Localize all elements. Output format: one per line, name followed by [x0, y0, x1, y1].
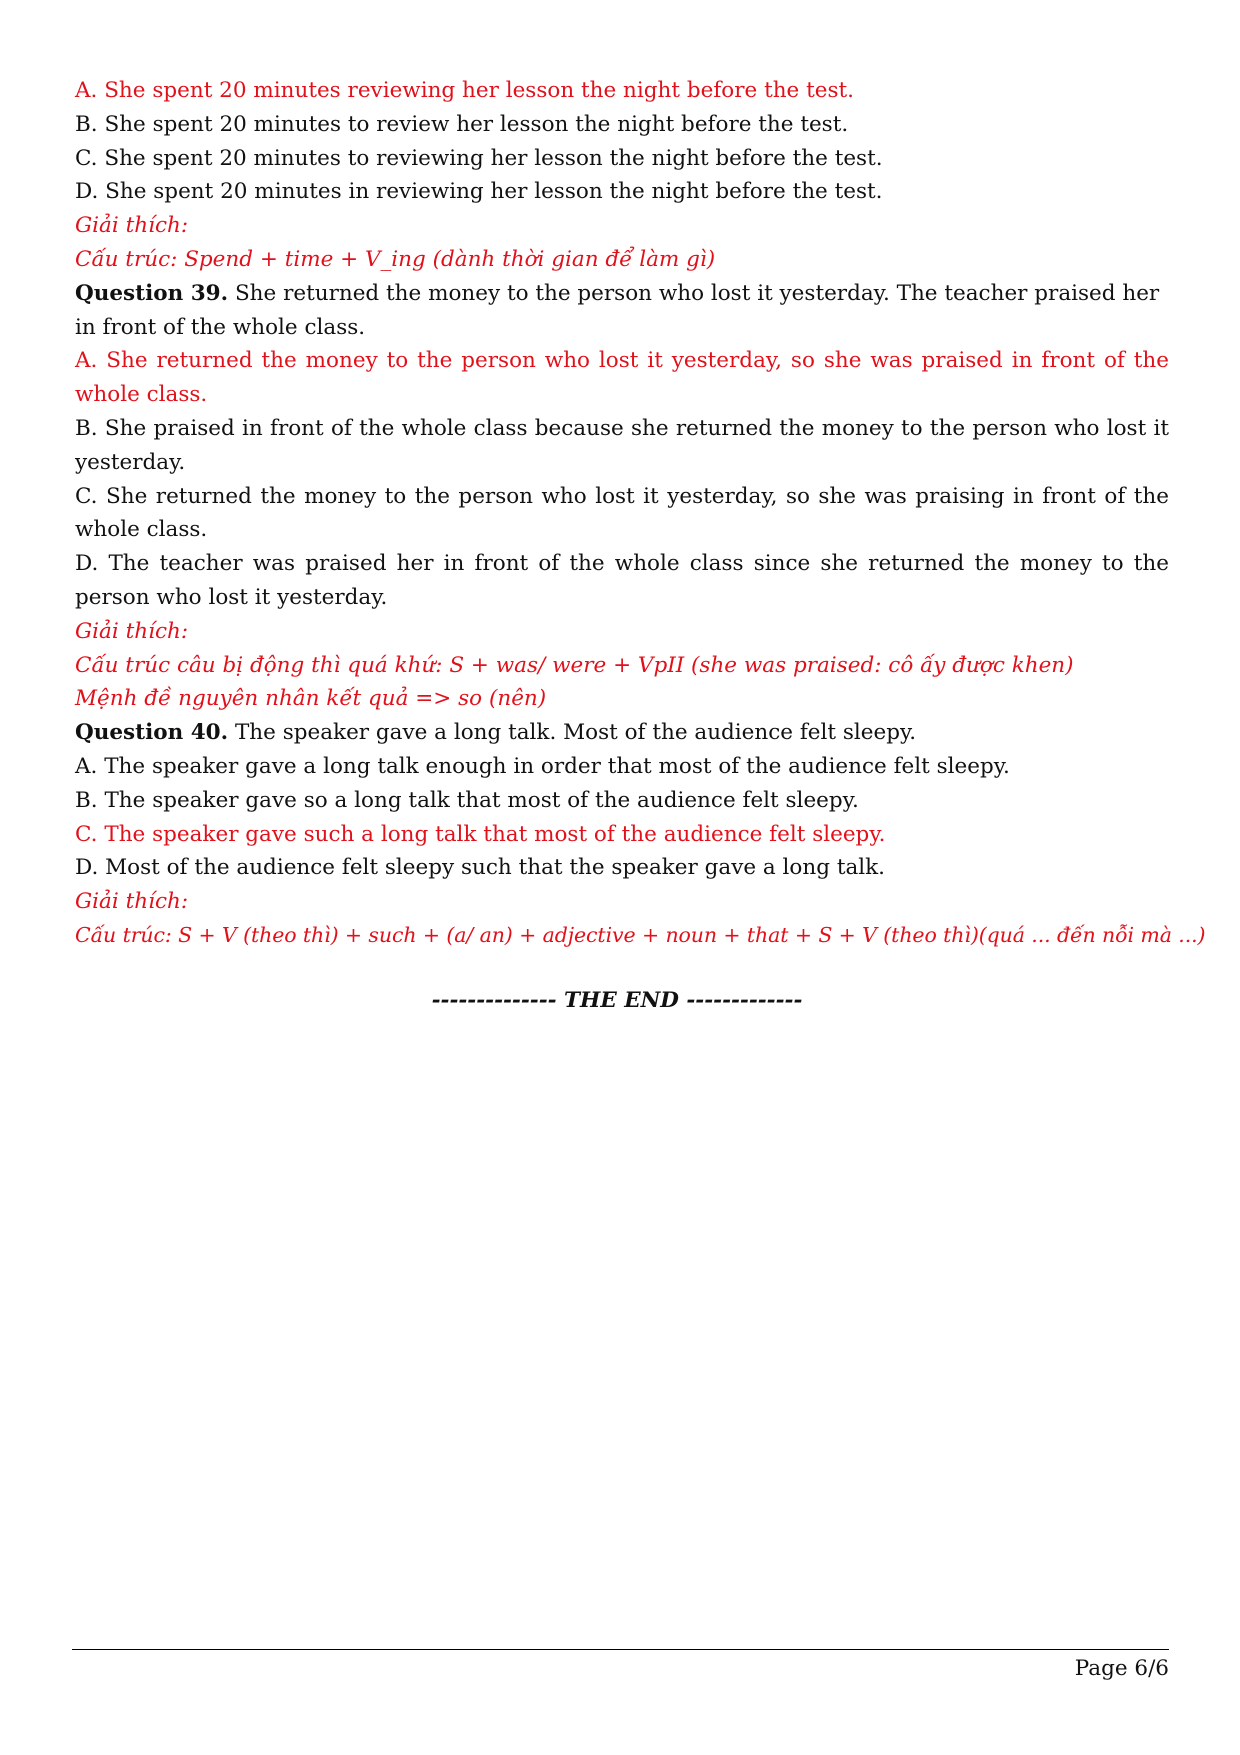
q40-explanation: Cấu trúc: S + V (theo thì) + such + (a/ an) + adjective + noun + that + S + V (theo thì)(quá ... đến nỗi mà ...) — [75, 922, 1206, 947]
q40-option-c-correct: C. The speaker gave such a long talk that most of the audience felt sleepy. — [75, 821, 886, 847]
q40-option-b: B. The speaker gave so a long talk that most of the audience felt sleepy. — [75, 787, 859, 813]
q38-explanation: Cấu trúc: Spend + time + V_ing (dành thời gian để làm gì) — [75, 246, 716, 272]
q39-option-c: C. She returned the money to the person who lost it yesterday, so she was praising in front of the whole class. — [75, 483, 1169, 543]
q39-label: Question 39. — [75, 280, 229, 306]
q38-option-d: D. She spent 20 minutes in reviewing her lesson the night before the test. — [75, 179, 883, 205]
q40-option-a: A. The speaker gave a long talk enough in order that most of the audience felt sleepy. — [75, 753, 1010, 779]
q40-option-d: D. Most of the audience felt sleepy such that the speaker gave a long talk. — [75, 855, 886, 881]
footer-divider — [72, 1649, 1169, 1650]
q39-option-d: D. The teacher was praised her in front of the whole class since she returned the money to the person who lost it yesterday. — [75, 551, 1169, 610]
q38-explanation-label: Giải thích: — [75, 213, 189, 239]
q39-explanation-2: Mệnh đề nguyên nhân kết quả => so (nên) — [75, 686, 547, 712]
the-end-marker: -------------- THE END ------------- — [431, 987, 803, 1013]
q40-stem: The speaker gave a long talk. Most of the audience felt sleepy. — [234, 720, 917, 746]
q40-label: Question 40. — [75, 720, 229, 746]
q39-stem: She returned the money to the person who lost it yesterday. The teacher praised her in front of the whole class. — [75, 280, 1160, 340]
q39-explanation-1: Cấu trúc câu bị động thì quá khứ: S + was/ were + VpII (she was praised: cô ấy được khen) — [75, 652, 1074, 678]
q39-question — [75, 277, 1169, 345]
q39-explanation-label: Giải thích: — [75, 618, 189, 644]
q38-option-c: C. She spent 20 minutes to reviewing her lesson the night before the test. — [75, 145, 883, 171]
q40-explanation-label: Giải thích: — [75, 889, 189, 915]
q38-option-b: B. She spent 20 minutes to review her lesson the night before the test. — [75, 111, 849, 137]
q38-option-a-correct: A. She spent 20 minutes reviewing her lesson the night before the test. — [75, 78, 854, 103]
document-body — [75, 74, 1206, 1018]
q40-question — [75, 716, 1169, 750]
page-number: Page 6/6 — [1074, 1656, 1169, 1681]
q39-option-b: B. She praised in front of the whole class because she returned the money to the person who lost it yesterday. — [75, 415, 1169, 475]
q39-option-a-correct: A. She returned the money to the person who lost it yesterday, so she was praised in front of the whole class. — [75, 348, 1169, 408]
